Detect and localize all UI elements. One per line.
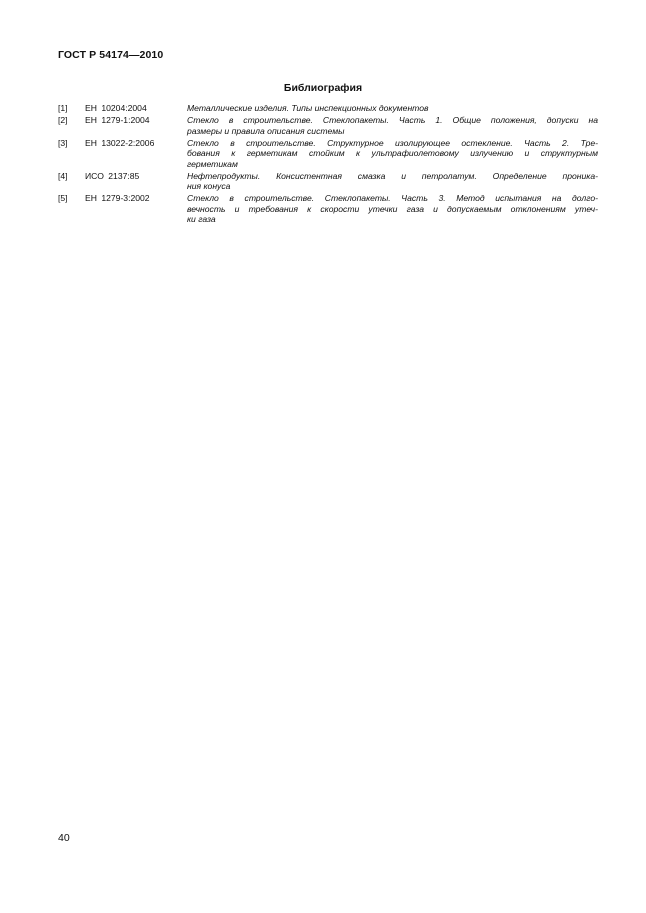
entry-number: [5]: [58, 193, 68, 203]
entry-standard-code: ЕН 1279-3:2002: [85, 193, 150, 203]
page-number: 40: [58, 832, 70, 844]
entry-number: [4]: [58, 170, 68, 181]
entry-title-line: вечность и требования к скорости утечки газа и допускаемым отклонениям утеч-: [187, 203, 598, 214]
entry-title-line: размеры и правила описания системы: [187, 125, 345, 136]
bibliography-entry: [58, 115, 598, 136]
entry-standard-code: ЕН 13022-2:2006: [85, 137, 155, 148]
entry-title-line: герметикам: [187, 158, 238, 169]
entry-title: [187, 103, 598, 114]
bibliography-entry: [58, 171, 598, 192]
bibliography-entry: [58, 103, 598, 114]
entry-title-line: Стекло в строительстве. Структурное изолирующее остекление. Часть 2. Тре-: [187, 137, 598, 148]
entry-title: [187, 171, 598, 192]
bibliography-entry: [58, 138, 598, 170]
entry-title-line: ки газа: [187, 214, 216, 224]
entry-title-line: Стекло в строительстве. Стеклопакеты. Часть 3. Метод испытания на долго-: [187, 193, 598, 203]
entry-title: [187, 115, 598, 136]
bibliography-list: [58, 103, 598, 226]
entry-title-line: бования к герметикам стойким к ультрафиолетовому излучению и структурным: [187, 148, 598, 158]
bibliography-entry: [58, 193, 598, 225]
entry-title-line: Стекло в строительстве. Стеклопакеты. Часть 1. Общие положения, допуски на: [187, 115, 598, 125]
entry-standard-code: ЕН 1279-1:2004: [85, 115, 150, 125]
entry-number: [1]: [58, 103, 68, 113]
entry-number: [2]: [58, 115, 68, 125]
entry-standard-code: ЕН 10204:2004: [85, 103, 147, 113]
entry-title-line: Металлические изделия. Типы инспекционных документов: [187, 103, 429, 113]
entry-title-line: Нефтепродукты. Консистентная смазка и петролатум. Определение проника-: [187, 170, 598, 181]
entry-standard-code: ИСО 2137:85: [85, 170, 140, 181]
document-code-header: ГОСТ Р 54174—2010: [58, 49, 164, 61]
entry-title-line: ния конуса: [187, 181, 231, 191]
entry-title: [187, 138, 598, 170]
entry-title: [187, 193, 598, 225]
entry-number: [3]: [58, 137, 68, 148]
bibliography-title: Библиография: [283, 82, 363, 94]
